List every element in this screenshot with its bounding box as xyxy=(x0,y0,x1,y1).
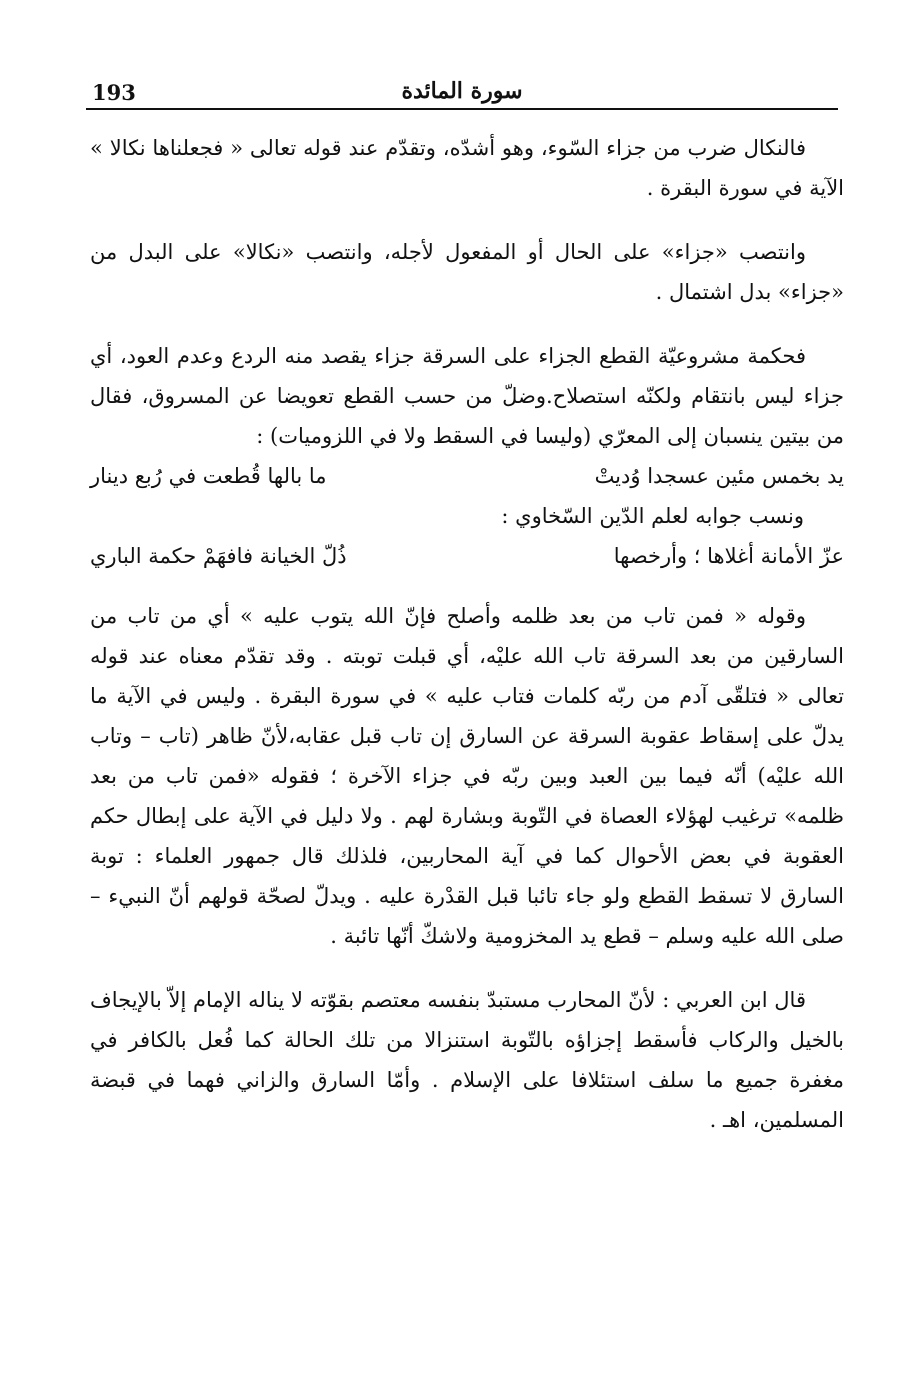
page-number: 193 xyxy=(92,80,136,105)
paragraph-5: قال ابن العربي : لأنّ المحارب مستبدّ بنفسه معتصم بقوّته لا يناله الإمام إلاّ بالإيجاف بالخيل والركاب فأسقط إجزاؤه بالتّوبة استنزالا من تلك الحالة كما فُعل بالكافر في مغفرة جميع ما سلف استئلافا على الإسلام . وأمّا السارق والزاني فهما في قبضة المسلمين، اهـ . xyxy=(90,988,844,1132)
page-header xyxy=(86,74,838,110)
verse-1-second-hemistich: ما بالها قُطعت في رُبع دينار xyxy=(90,464,327,488)
poem-verse-2 xyxy=(90,536,844,576)
verse-2-second-hemistich: ذُلّ الخيانة فافهَمْ حكمة الباري xyxy=(90,544,347,568)
verse-2-first-hemistich: عزّ الأمانة أغلاها ؛ وأرخصها xyxy=(613,544,844,568)
poem-block xyxy=(90,456,844,576)
poem-reply-intro: ونسب جوابه لعلم الدّين السّخاوي : xyxy=(501,504,804,528)
paragraph-3: فحكمة مشروعيّة القطع الجزاء على السرقة جزاء يقصد منه الردع وعدم العود، أي جزاء ليس بانتقام ولكنّه استصلاح.وضلّ من حسب القطع تعويضا عن المسروق، فقال من بيتين ينسبان إلى المعرّي (وليسا في السقط ولا في اللزوميات) : xyxy=(90,344,844,448)
verse-1-first-hemistich: يد بخمس مئين عسجدا وُديتْ xyxy=(594,464,844,488)
paragraph-2: وانتصب «جزاء» على الحال أو المفعول لأجله، وانتصب «نكالا» على البدل من «جزاء» بدل اشتمال . xyxy=(90,240,844,304)
running-title: سورة المائدة xyxy=(401,78,523,104)
paragraph-1: فالنكال ضرب من جزاء السّوء، وهو أشدّه، وتقدّم عند قوله تعالى « فجعلناها نكالا » الآية في سورة البقرة . xyxy=(90,136,844,200)
poem-verse-1 xyxy=(90,456,844,496)
paragraph-4: وقوله « فمن تاب من بعد ظلمه وأصلح فإنّ الله يتوب عليه » أي من تاب من السارقين من بعد السرقة تاب الله عليْه، أي قبلت توبته . وقد تقدّم معناه عند قوله تعالى « فتلقّى آدم من ربّه كلمات فتاب عليه » في سورة البقرة . وليس في الآية ما يدلّ على إسقاط عقوبة السرقة عن السارق إن تاب قبل عقابه،لأنّ ظاهر (تاب – وتاب الله عليْه) أنّه فيما بين العبد وبين ربّه في جزاء الآخرة ؛ فقوله «فمن تاب من بعد ظلمه» ترغيب لهؤلاء العصاة في التّوبة وبشارة لهم . ولا دليل في الآية على إبطال حكم العقوبة في بعض الأحوال كما في آية المحاربين، فلذلك قال جمهور العلماء : توبة السارق لا تسقط القطع ولو جاء تائبا قبل القدْرة عليه . ويدلّ لصحّة قولهم أنّ النبيء – صلى الله عليه وسلم – قطع يد المخزومية ولاشكّ أنّها تائبة . xyxy=(90,604,844,948)
page-body xyxy=(90,128,844,1164)
spacer xyxy=(90,576,844,596)
